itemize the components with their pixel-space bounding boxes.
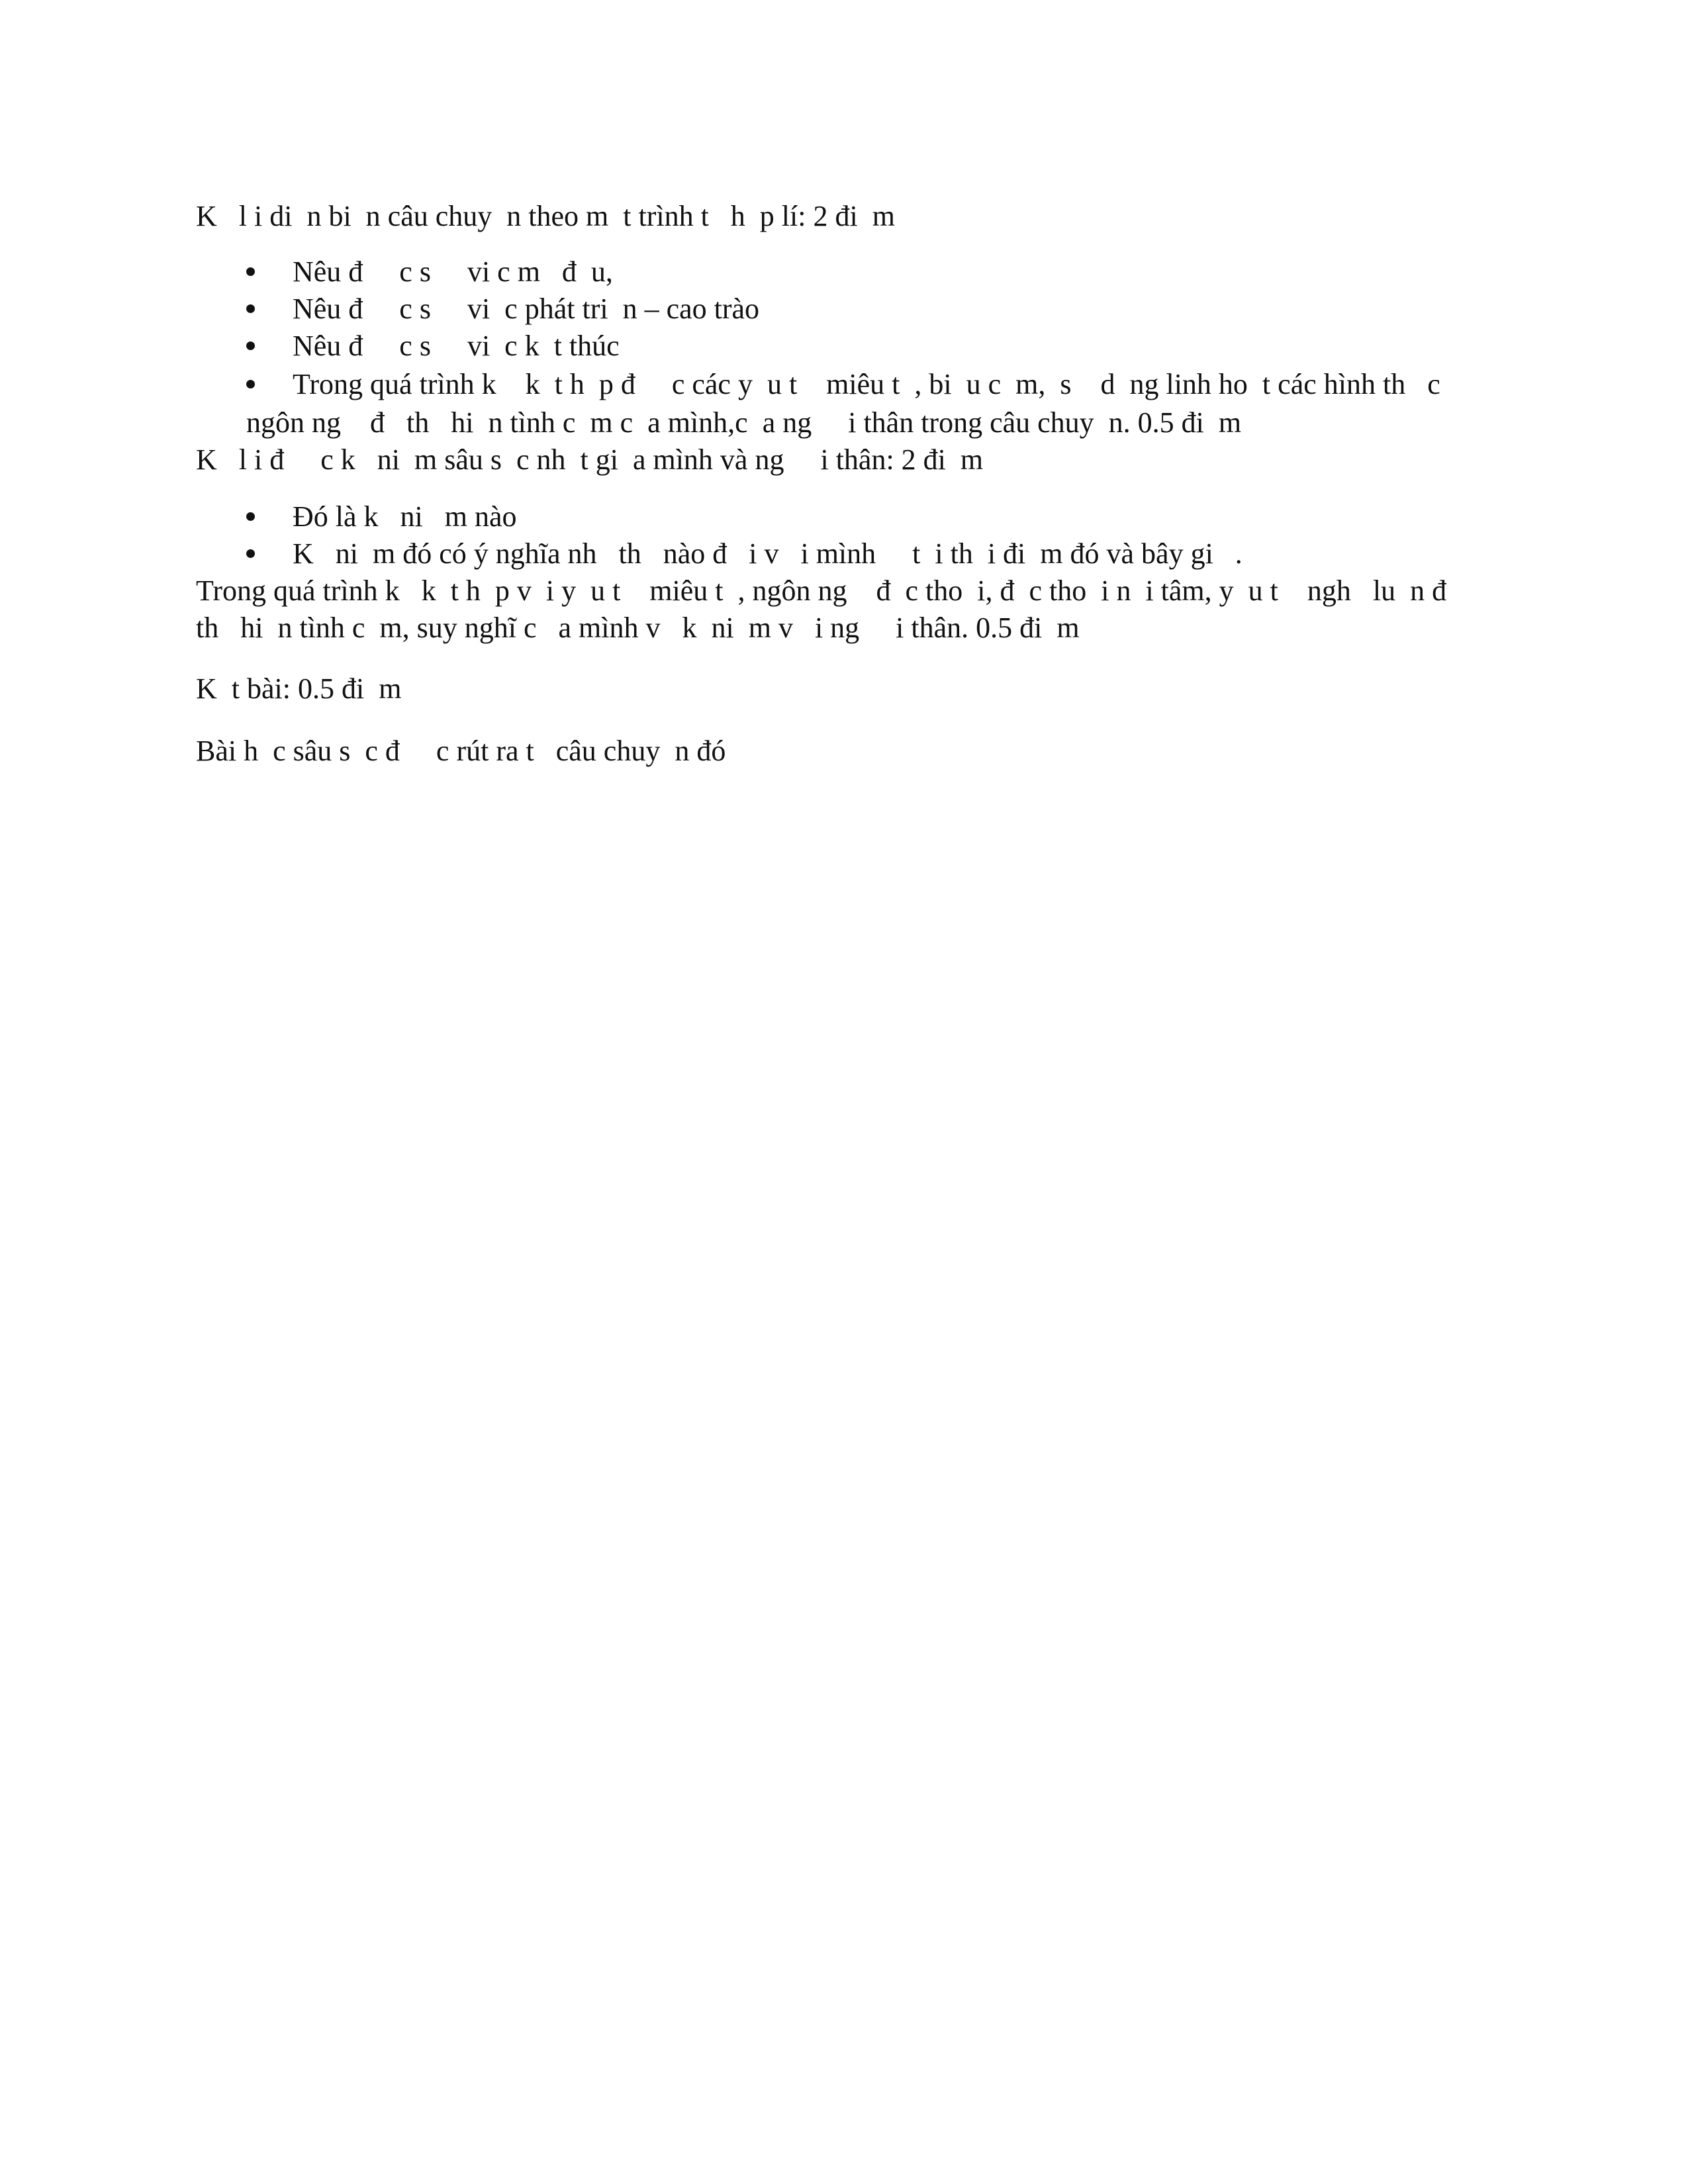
- bullet-marker: [246, 304, 255, 313]
- bullet-marker: [246, 380, 255, 388]
- bullet-marker: [246, 549, 255, 558]
- bullet-marker: [246, 267, 255, 276]
- list-item: Trong quá trình k k t h p đ c các y u t miêu t , bi u c m, s d ng linh ho t các hình th c: [293, 368, 1440, 400]
- bullet-marker: [246, 341, 255, 350]
- section-heading-conclusion: K t bài: 0.5 đi m: [196, 672, 402, 705]
- list-item-continuation: ngôn ng đ th hi n tình c m c a mình,c a ng i thân trong câu chuy n. 0.5 đi m: [246, 406, 1242, 439]
- bullet-marker: [246, 512, 255, 521]
- section-heading-development: K l i di n bi n câu chuy n theo m t trình t h p lí: 2 đi m: [196, 200, 895, 232]
- list-item: K ni m đó có ý nghĩa nh th nào đ i v i mình t i th i đi m đó và bây gi .: [293, 537, 1243, 570]
- paragraph-line: Trong quá trình k k t h p v i y u t miêu t , ngôn ng đ c tho i, đ c tho i n i tâm, y u t ngh lu n đ: [196, 574, 1447, 607]
- conclusion-text: Bài h c sâu s c đ c rút ra t câu chuy n đó: [196, 735, 726, 767]
- list-item: Nêu đ c s vi c m đ u,: [293, 255, 613, 288]
- paragraph-line: th hi n tình c m, suy nghĩ c a mình v k ni m v i ng i thân. 0.5 đi m: [196, 612, 1080, 644]
- list-item: Nêu đ c s vi c phát tri n – cao trào: [293, 293, 760, 325]
- section-heading-memory: K l i đ c k ni m sâu s c nh t gi a mình và ng i thân: 2 đi m: [196, 443, 984, 476]
- list-item: Đó là k ni m nào: [293, 500, 517, 533]
- list-item: Nêu đ c s vi c k t thúc: [293, 330, 620, 362]
